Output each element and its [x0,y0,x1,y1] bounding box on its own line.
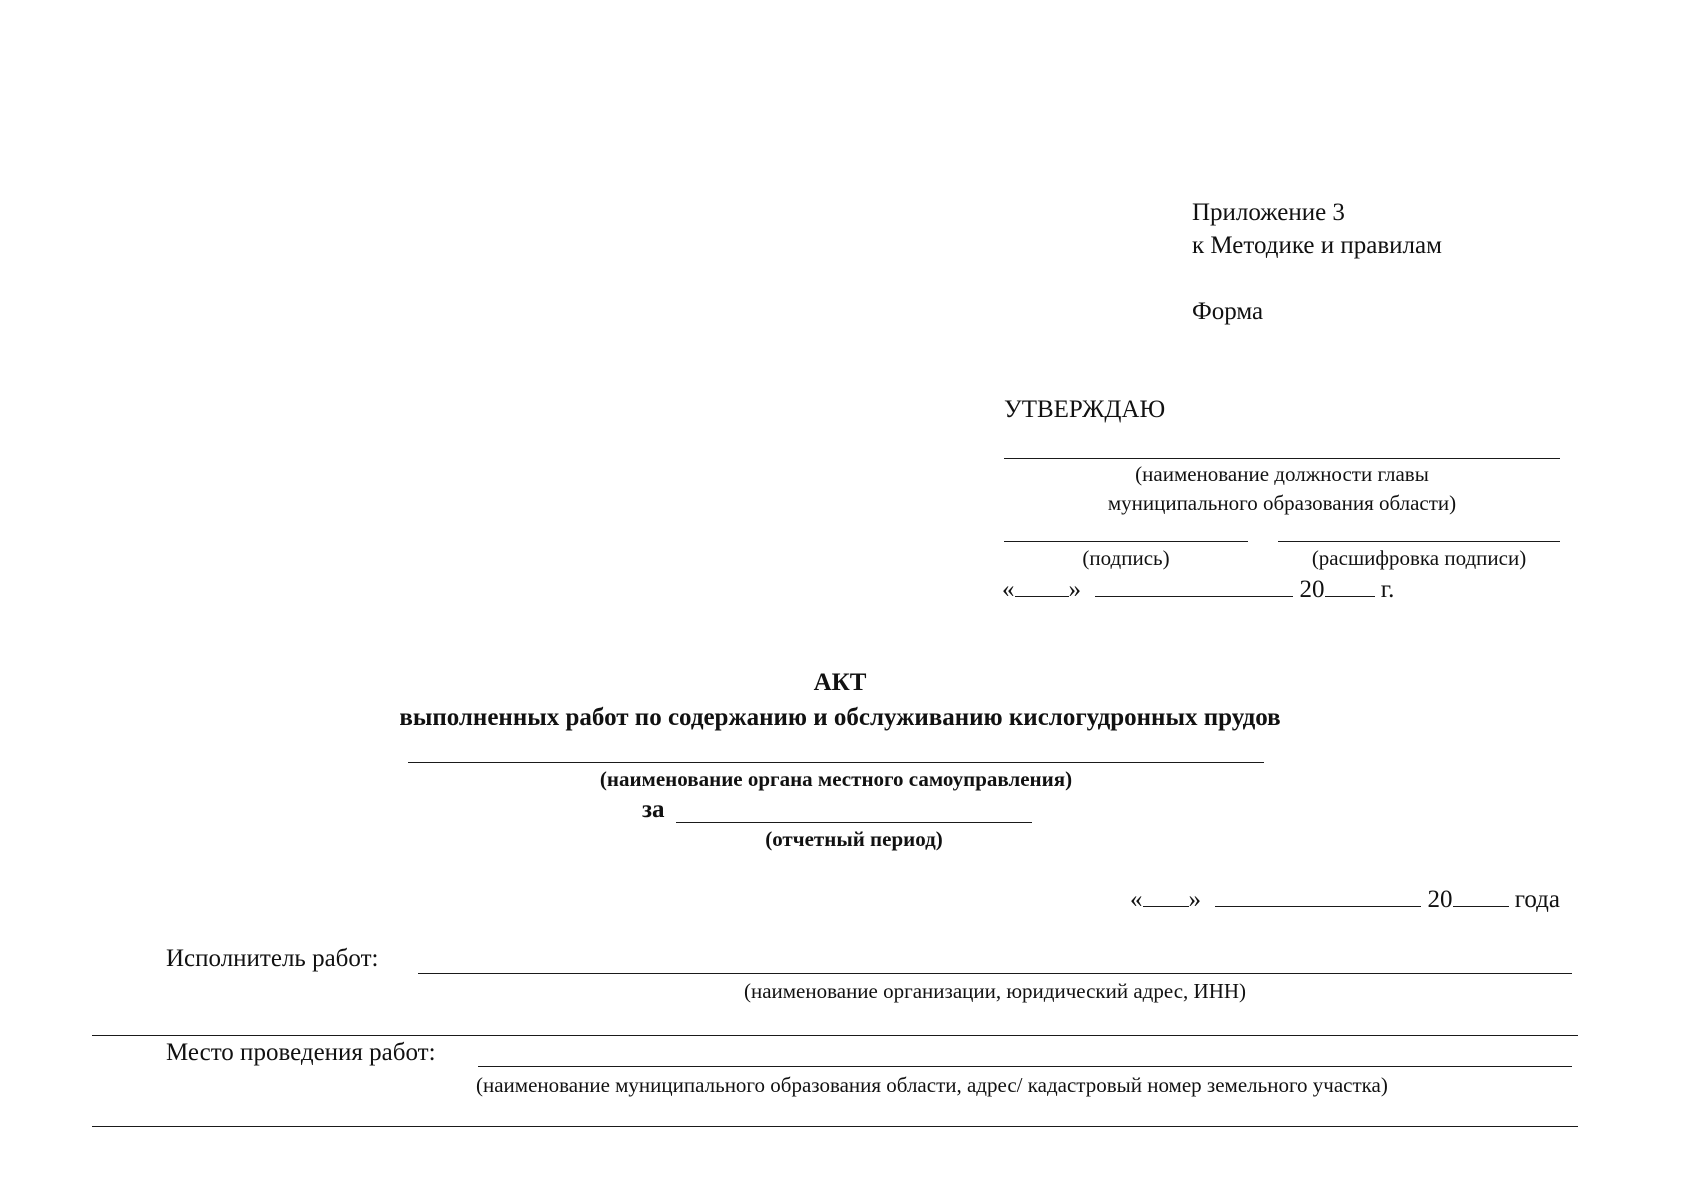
act-year-blank[interactable] [1453,884,1509,907]
authority-line[interactable] [408,762,1264,763]
approval-year-prefix: 20 [1299,576,1325,603]
place-label: Место проведения работ: [166,1039,436,1066]
position-caption-line1: (наименование должности главы [1135,462,1429,486]
contractor-caption: (наименование организации, юридический адрес, ИНН) [743,979,1247,1003]
act-subtitle: выполненных работ по содержанию и обслуживанию кислогудронных прудов [399,704,1281,731]
place-caption: (наименование муниципального образования области, адрес/ кадастровый номер земельного участка) [476,1073,1388,1097]
approval-date [1002,574,1394,605]
act-date-open-quote: « [1130,886,1143,913]
position-caption-line2: муниципального образования области) [1107,491,1457,515]
signature-line[interactable] [1004,541,1248,542]
act-month-blank[interactable] [1215,884,1421,907]
place-continuation-line[interactable] [92,1126,1578,1127]
appendix-reference: к Методике и правилам [1192,232,1442,259]
contractor-continuation-line[interactable] [92,1035,1578,1036]
act-year-prefix: 20 [1427,886,1453,913]
authority-caption: (наименование органа местного самоуправления) [599,767,1073,791]
approval-year-blank[interactable] [1325,574,1375,597]
act-date [1130,884,1560,915]
period-prefix: за [642,796,665,823]
approval-date-open-quote: « [1002,576,1015,603]
signature-decoding-caption: (расшифровка подписи) [1311,546,1527,570]
act-date-close-quote: » [1188,886,1201,913]
approval-day-blank[interactable] [1015,574,1069,597]
signature-decoding-line[interactable] [1278,541,1560,542]
place-line[interactable] [478,1066,1572,1067]
act-day-blank[interactable] [1143,884,1189,907]
period-caption: (отчетный период) [765,827,943,851]
appendix-number: Приложение 3 [1192,199,1345,226]
act-date-suffix: года [1514,886,1560,913]
approval-date-close-quote: » [1068,576,1081,603]
contractor-label: Исполнитель работ: [166,945,379,972]
period-line[interactable] [676,822,1032,823]
signature-caption: (подпись) [1082,546,1170,570]
contractor-line[interactable] [418,973,1572,974]
act-title: АКТ [813,669,867,696]
approval-title: УТВЕРЖДАЮ [1004,396,1166,423]
form-label: Форма [1192,298,1264,325]
approval-date-suffix: г. [1380,576,1395,603]
position-line[interactable] [1004,458,1560,459]
approval-month-blank[interactable] [1095,574,1293,597]
